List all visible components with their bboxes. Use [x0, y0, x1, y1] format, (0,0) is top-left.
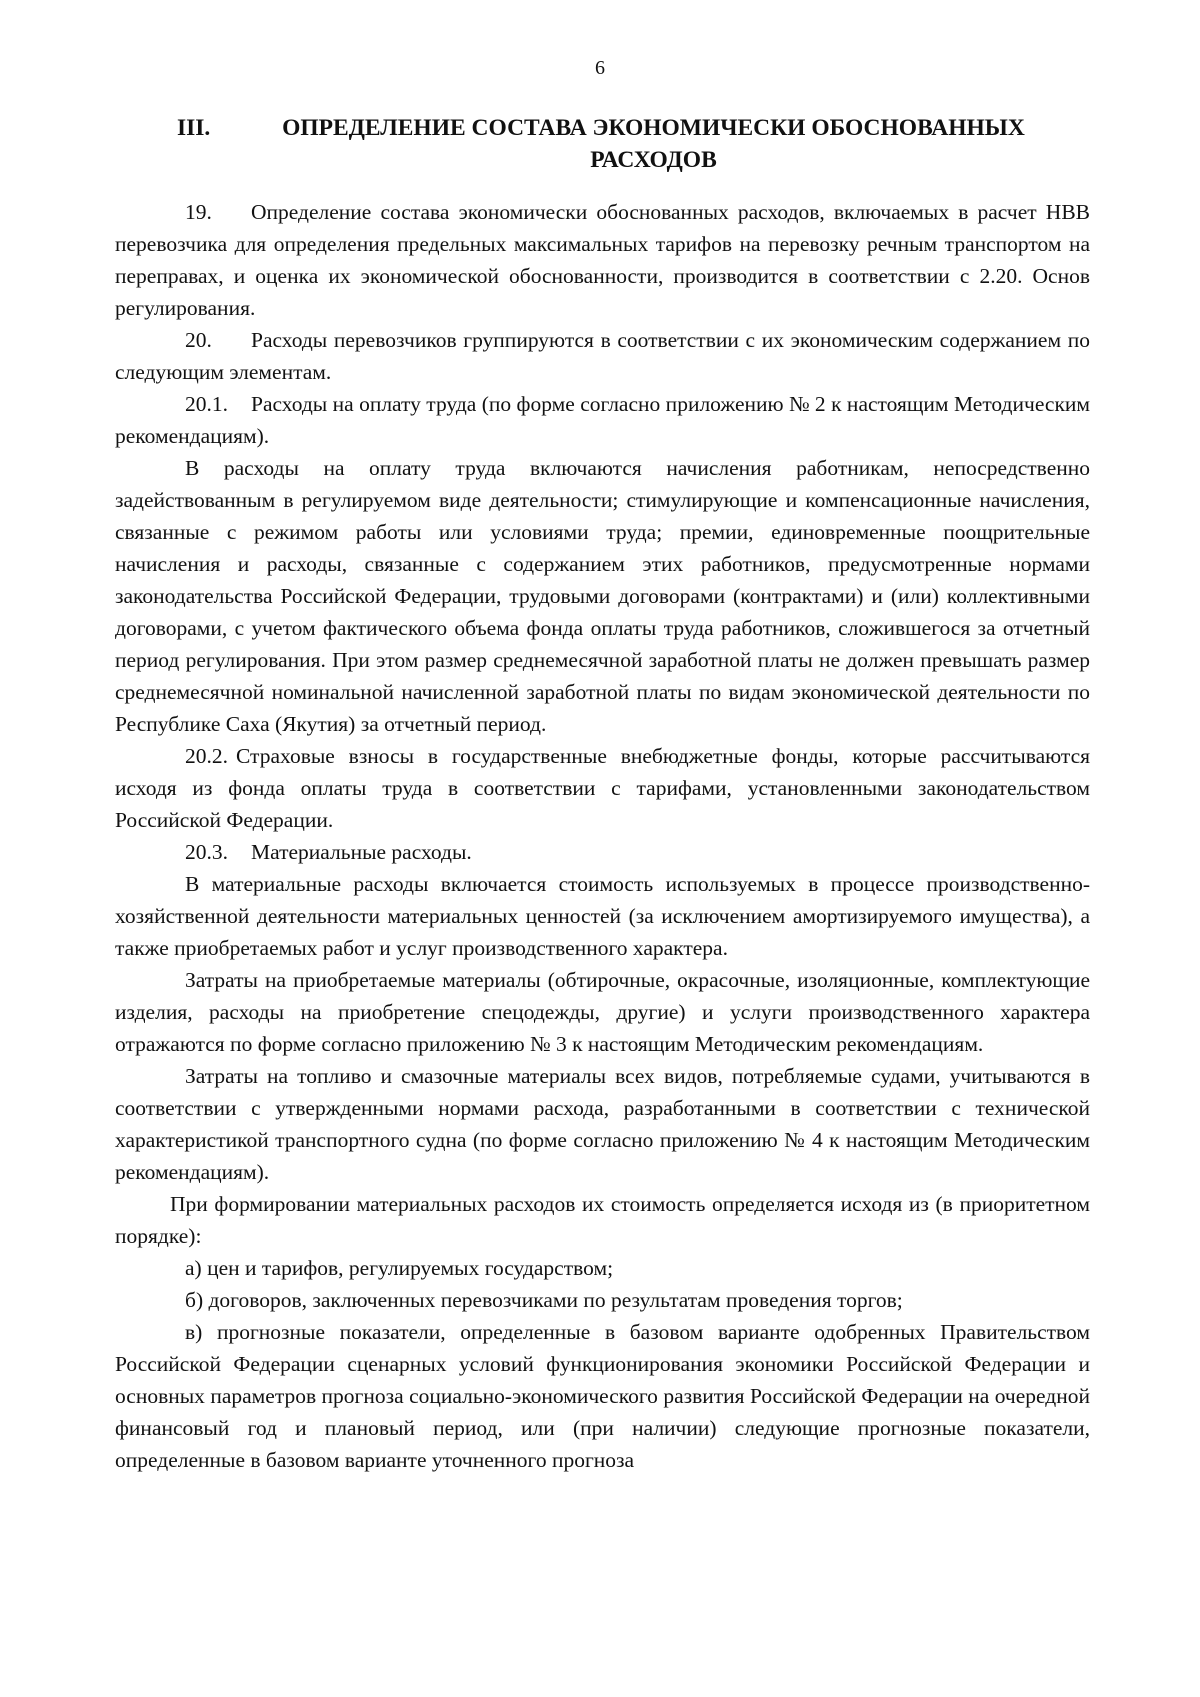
- paragraph-text: Определение состава экономически обоснованных расходов, включаемых в расчет НВВ перевозчика для определения предельных максимальных тарифов на перевозку речным транспортом на переправах, и оценка их экономической обоснованности, производится в соответствии с 2.20. Основ регулирования.: [115, 200, 1090, 320]
- section-heading: [115, 112, 1090, 176]
- paragraph-number: 20.2.: [185, 744, 228, 768]
- section-title: ОПРЕДЕЛЕНИЕ СОСТАВА ЭКОНОМИЧЕСКИ ОБОСНОВАННЫХ РАСХОДОВ: [282, 115, 1025, 173]
- list-item-b: [115, 1284, 1090, 1316]
- paragraph-text: Расходы на оплату труда (по форме согласно приложению № 2 к настоящим Методическим рекомендациям).: [115, 392, 1090, 448]
- section-number: III.: [177, 115, 211, 141]
- paragraph-text: а) цен и тарифов, регулируемых государством;: [185, 1256, 614, 1280]
- paragraph-number: 20.3.: [185, 840, 228, 864]
- paragraph-text: В расходы на оплату труда включаются начисления работникам, непосредственно задействованным в регулируемом виде деятельности; стимулирующие и компенсационные начисления, связанные с режимом работы или условиями труда; премии, единовременные поощрительные начисления и расходы, связанные с содержанием этих работников, предусмотренные нормами законодательства Российской Федерации, трудовыми договорами (контрактами) и (или) коллективными договорами, с учетом фактического объема фонда оплаты труда работников, сложившегося за отчетный период регулирования. При этом размер среднемесячной заработной платы не должен превышать размер среднемесячной номинальной начисленной заработной платы по видам экономической деятельности по Республике Саха (Якутия) за отчетный период.: [115, 456, 1090, 736]
- paragraph-20-3: [115, 836, 1090, 868]
- paragraph-text: Расходы перевозчиков группируются в соответствии с их экономическим содержанием по следующим элементам.: [115, 328, 1090, 384]
- paragraph-20-1: [115, 388, 1090, 452]
- paragraph-number: 19.: [185, 200, 212, 224]
- paragraph-material-costs: [115, 868, 1090, 964]
- paragraph-text: Страховые взносы в государственные внебюджетные фонды, которые рассчитываются исходя из фонда оплаты труда в соответствии с тарифами, установленными законодательством Российской Федерации.: [115, 744, 1090, 832]
- list-item-c: [115, 1316, 1090, 1476]
- paragraph-number: 20.1.: [185, 392, 228, 416]
- paragraph-text: Затраты на приобретаемые материалы (обтирочные, окрасочные, изоляционные, комплектующие изделия, расходы на приобретение спецодежды, другие) и услуги производственного характера отражаются по форме согласно приложению № 3 к настоящим Методическим рекомендациям.: [115, 968, 1090, 1056]
- paragraph-text: При формировании материальных расходов их стоимость определяется исходя из (в приоритетном порядке):: [115, 1192, 1090, 1248]
- paragraph-20-2: [115, 740, 1090, 836]
- paragraph-text: Материальные расходы.: [251, 840, 472, 864]
- list-item-a: [115, 1252, 1090, 1284]
- paragraph-number: 20.: [185, 328, 212, 352]
- paragraph-labor-costs: [115, 452, 1090, 740]
- paragraph-text: б) договоров, заключенных перевозчиками по результатам проведения торгов;: [185, 1288, 903, 1312]
- paragraph-text: в) прогнозные показатели, определенные в базовом варианте одобренных Правительством Российской Федерации сценарных условий функционирования экономики Российской Федерации и основных параметров прогноза социально-экономического развития Российской Федерации на очередной финансовый год и плановый период, или (при наличии) следующие прогнозные показатели, определенные в базовом варианте уточненного прогноза: [115, 1320, 1090, 1472]
- page-number: 6: [595, 57, 605, 79]
- paragraph-20: [115, 324, 1090, 388]
- paragraph-19: [115, 196, 1090, 324]
- paragraph-fuel-costs: [115, 1060, 1090, 1188]
- paragraph-priority-order: [115, 1188, 1090, 1252]
- paragraph-materials-purchase: [115, 964, 1090, 1060]
- paragraph-text: В материальные расходы включается стоимость используемых в процессе производственно-хозяйственной деятельности материальных ценностей (за исключением амортизируемого имущества), а также приобретаемых работ и услуг производственного характера.: [115, 872, 1090, 960]
- document-body: [115, 112, 1090, 1476]
- paragraph-text: Затраты на топливо и смазочные материалы всех видов, потребляемые судами, учитываются в соответствии с утвержденными нормами расхода, разработанными в соответствии с технической характеристикой транспортного судна (по форме согласно приложению № 4 к настоящим Методическим рекомендациям).: [115, 1064, 1090, 1184]
